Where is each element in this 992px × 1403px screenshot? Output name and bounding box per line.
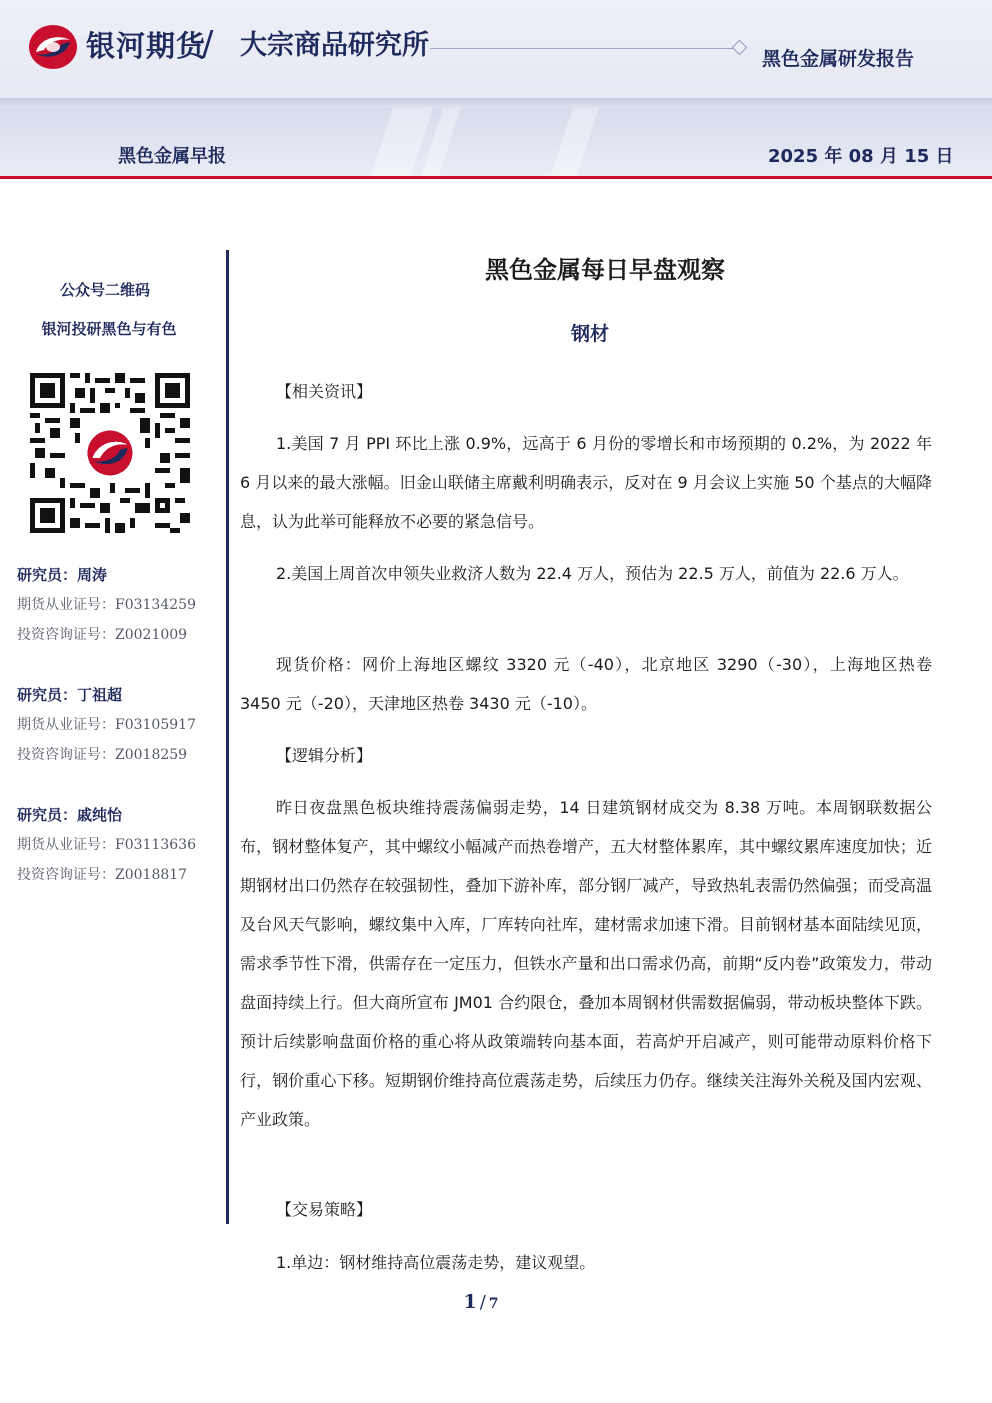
researcher-card <box>17 560 222 650</box>
futures-license: 期货从业证号：F03105917 <box>17 717 196 733</box>
page-title: 黑色金属每日早盘观察 <box>485 256 725 284</box>
header-decoration <box>541 108 606 176</box>
consulting-license: 投资咨询证号：Z0018817 <box>17 867 188 883</box>
header-accent-line <box>0 176 992 179</box>
page-current: 1 <box>463 1291 477 1313</box>
galaxy-futures-logo-icon <box>28 24 78 70</box>
qr-title: 公众号二维码 <box>59 281 150 299</box>
qr-code-icon <box>30 373 190 533</box>
news-heading: 【相关资讯】 <box>276 382 373 401</box>
researcher-name: 研究员：周涛 <box>17 566 108 584</box>
brand-name: 银河期货 <box>86 29 207 63</box>
news-paragraph-2: 2.美国上周首次申领失业救济人数为 22.4 万人，预估为 22.5 万人，前值为 22.6 万人。 <box>276 564 909 583</box>
header-rule <box>430 48 734 49</box>
page-total: 7 <box>488 1296 499 1312</box>
qr-account-name: 银河投研黑色与有色 <box>41 320 177 338</box>
futures-license: 期货从业证号：F03134259 <box>17 597 196 613</box>
strategy-heading: 【交易策略】 <box>276 1200 373 1219</box>
sidebar-divider <box>226 250 229 1224</box>
researcher-name: 研究员：戚纯怡 <box>17 806 123 824</box>
logic-paragraph: 昨日夜盘黑色板块维持震荡偏弱走势，14 日建筑钢材成交为 8.38 万吨。本周钢联数据公布，钢材整体复产，其中螺纹小幅减产而热卷增产，五大材整体累库，其中螺纹累库速度加快；近期钢材出口仍然存在较强韧性，叠加下游补库，部分钢厂减产，导致热轧表需仍然偏强；而受高温及台风天气影响，螺纹集中入库，厂库转向社库，建材需求加速下滑。目前钢材基本面陆续见顶，需求季节性下滑，供需存在一定压力，但铁水产量和出口需求仍高，前期“反内卷”政策发力，带动盘面持续上行。但大商所宣布 JM01 合约限仓，叠加本周钢材供需数据偏弱，带动板块整体下跌。预计后续影响盘面价格的重心将从政策端转向基本面，若高炉开启减产，则可能带动原料价格下行，钢价重心下移。短期钢价维持高位震荡走势，后续压力仍存。继续关注海外关税及国内宏观、产业政策。 <box>240 798 932 1129</box>
strategy-item: 1.单边：钢材维持高位震荡走势，建议观望。 <box>276 1253 596 1272</box>
section-title: 钢材 <box>570 323 609 345</box>
page-separator: / <box>479 1292 486 1313</box>
logic-heading: 【逻辑分析】 <box>276 746 373 765</box>
news-paragraph-1: 1.美国 7 月 PPI 环比上涨 0.9%，远高于 6 月份的零增长和市场预期的 0.2%，为 2022 年 6 月以来的最大涨幅。旧金山联储主席戴利明确表示，反对在 9 月会议上实施 50 个基点的大幅降息，认为此举可能释放不必要的紧急信号。 <box>240 434 932 531</box>
futures-license: 期货从业证号：F03113636 <box>17 837 196 853</box>
report-date: 2025 年 08 月 15 日 <box>768 146 954 167</box>
report-type: 黑色金属研发报告 <box>762 48 915 70</box>
consulting-license: 投资咨询证号：Z0021009 <box>17 627 188 643</box>
brand-separator: / <box>202 24 214 64</box>
researcher-card <box>17 800 222 890</box>
researcher-card <box>17 680 222 770</box>
consulting-license: 投资咨询证号：Z0018259 <box>17 747 188 763</box>
institute-name: 大宗商品研究所 <box>240 30 429 61</box>
page-number <box>0 1288 962 1318</box>
researcher-name: 研究员：丁祖超 <box>17 686 123 704</box>
spot-price-paragraph: 现货价格：网价上海地区螺纹 3320 元（-40），北京地区 3290（-30），上海地区热卷 3450 元（-20），天津地区热卷 3430 元（-10）。 <box>240 655 932 713</box>
header-divider-band <box>0 98 992 108</box>
report-subtitle: 黑色金属早报 <box>118 146 226 167</box>
